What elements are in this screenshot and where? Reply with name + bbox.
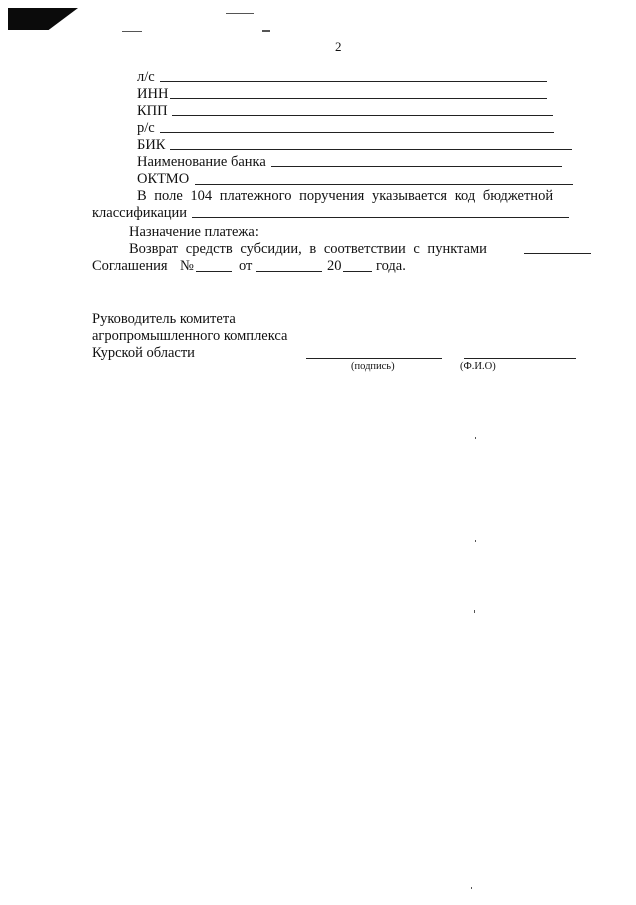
field-line-bik — [170, 149, 572, 150]
scan-speck — [475, 437, 476, 439]
page-number: 2 — [335, 39, 342, 54]
paragraph-104-line2: классификации — [92, 205, 188, 221]
purpose-number-sign: № — [180, 258, 194, 274]
scan-speck — [474, 610, 475, 613]
purpose-agreement-word: Соглашения — [92, 258, 168, 274]
field-label-rs: р/с — [137, 120, 155, 136]
scan-speck — [226, 13, 254, 14]
field-line-oktmo — [195, 184, 573, 185]
purpose-year-word: года. — [376, 258, 406, 274]
scan-speck — [262, 30, 270, 32]
field-line-agreement-number — [196, 271, 232, 272]
purpose-line1: Возврат средств субсидии, в соответствии с пунктами — [129, 241, 487, 257]
field-line-agreement-year — [343, 271, 372, 272]
field-line-agreement-date — [256, 271, 322, 272]
field-label-ls: л/с — [137, 69, 155, 85]
name-caption: (Ф.И.О) — [460, 361, 496, 372]
field-line-points — [524, 253, 591, 254]
purpose-from-word: от — [239, 258, 253, 274]
field-line-ls — [160, 81, 547, 82]
purpose-heading: Назначение платежа: — [129, 224, 259, 240]
signature-title-line3: Курской области — [92, 345, 195, 361]
scan-speck — [122, 31, 142, 32]
field-label-bik: БИК — [137, 137, 166, 153]
field-line-kpp — [172, 115, 553, 116]
name-line — [464, 358, 576, 359]
signature-title-line1: Руководитель комитета — [92, 311, 236, 327]
field-line-bank-name — [271, 166, 562, 167]
field-line-rs — [160, 132, 554, 133]
scan-artifact-corner — [8, 8, 78, 30]
field-label-kpp: КПП — [137, 103, 168, 119]
field-label-inn: ИНН — [137, 86, 169, 102]
scan-speck — [471, 887, 472, 889]
signature-title-line2: агропромышленного комплекса — [92, 328, 288, 344]
signature-line — [306, 358, 442, 359]
field-line-inn — [170, 98, 547, 99]
field-line-kbk — [192, 217, 569, 218]
paragraph-104-line1: В поле 104 платежного поручения указывается код бюджетной — [137, 188, 554, 204]
signature-caption: (подпись) — [351, 361, 395, 372]
purpose-year-prefix: 20 — [327, 258, 342, 274]
field-label-bank-name: Наименование банка — [137, 154, 266, 170]
field-label-oktmo: ОКТМО — [137, 171, 190, 187]
scan-speck — [475, 540, 476, 542]
